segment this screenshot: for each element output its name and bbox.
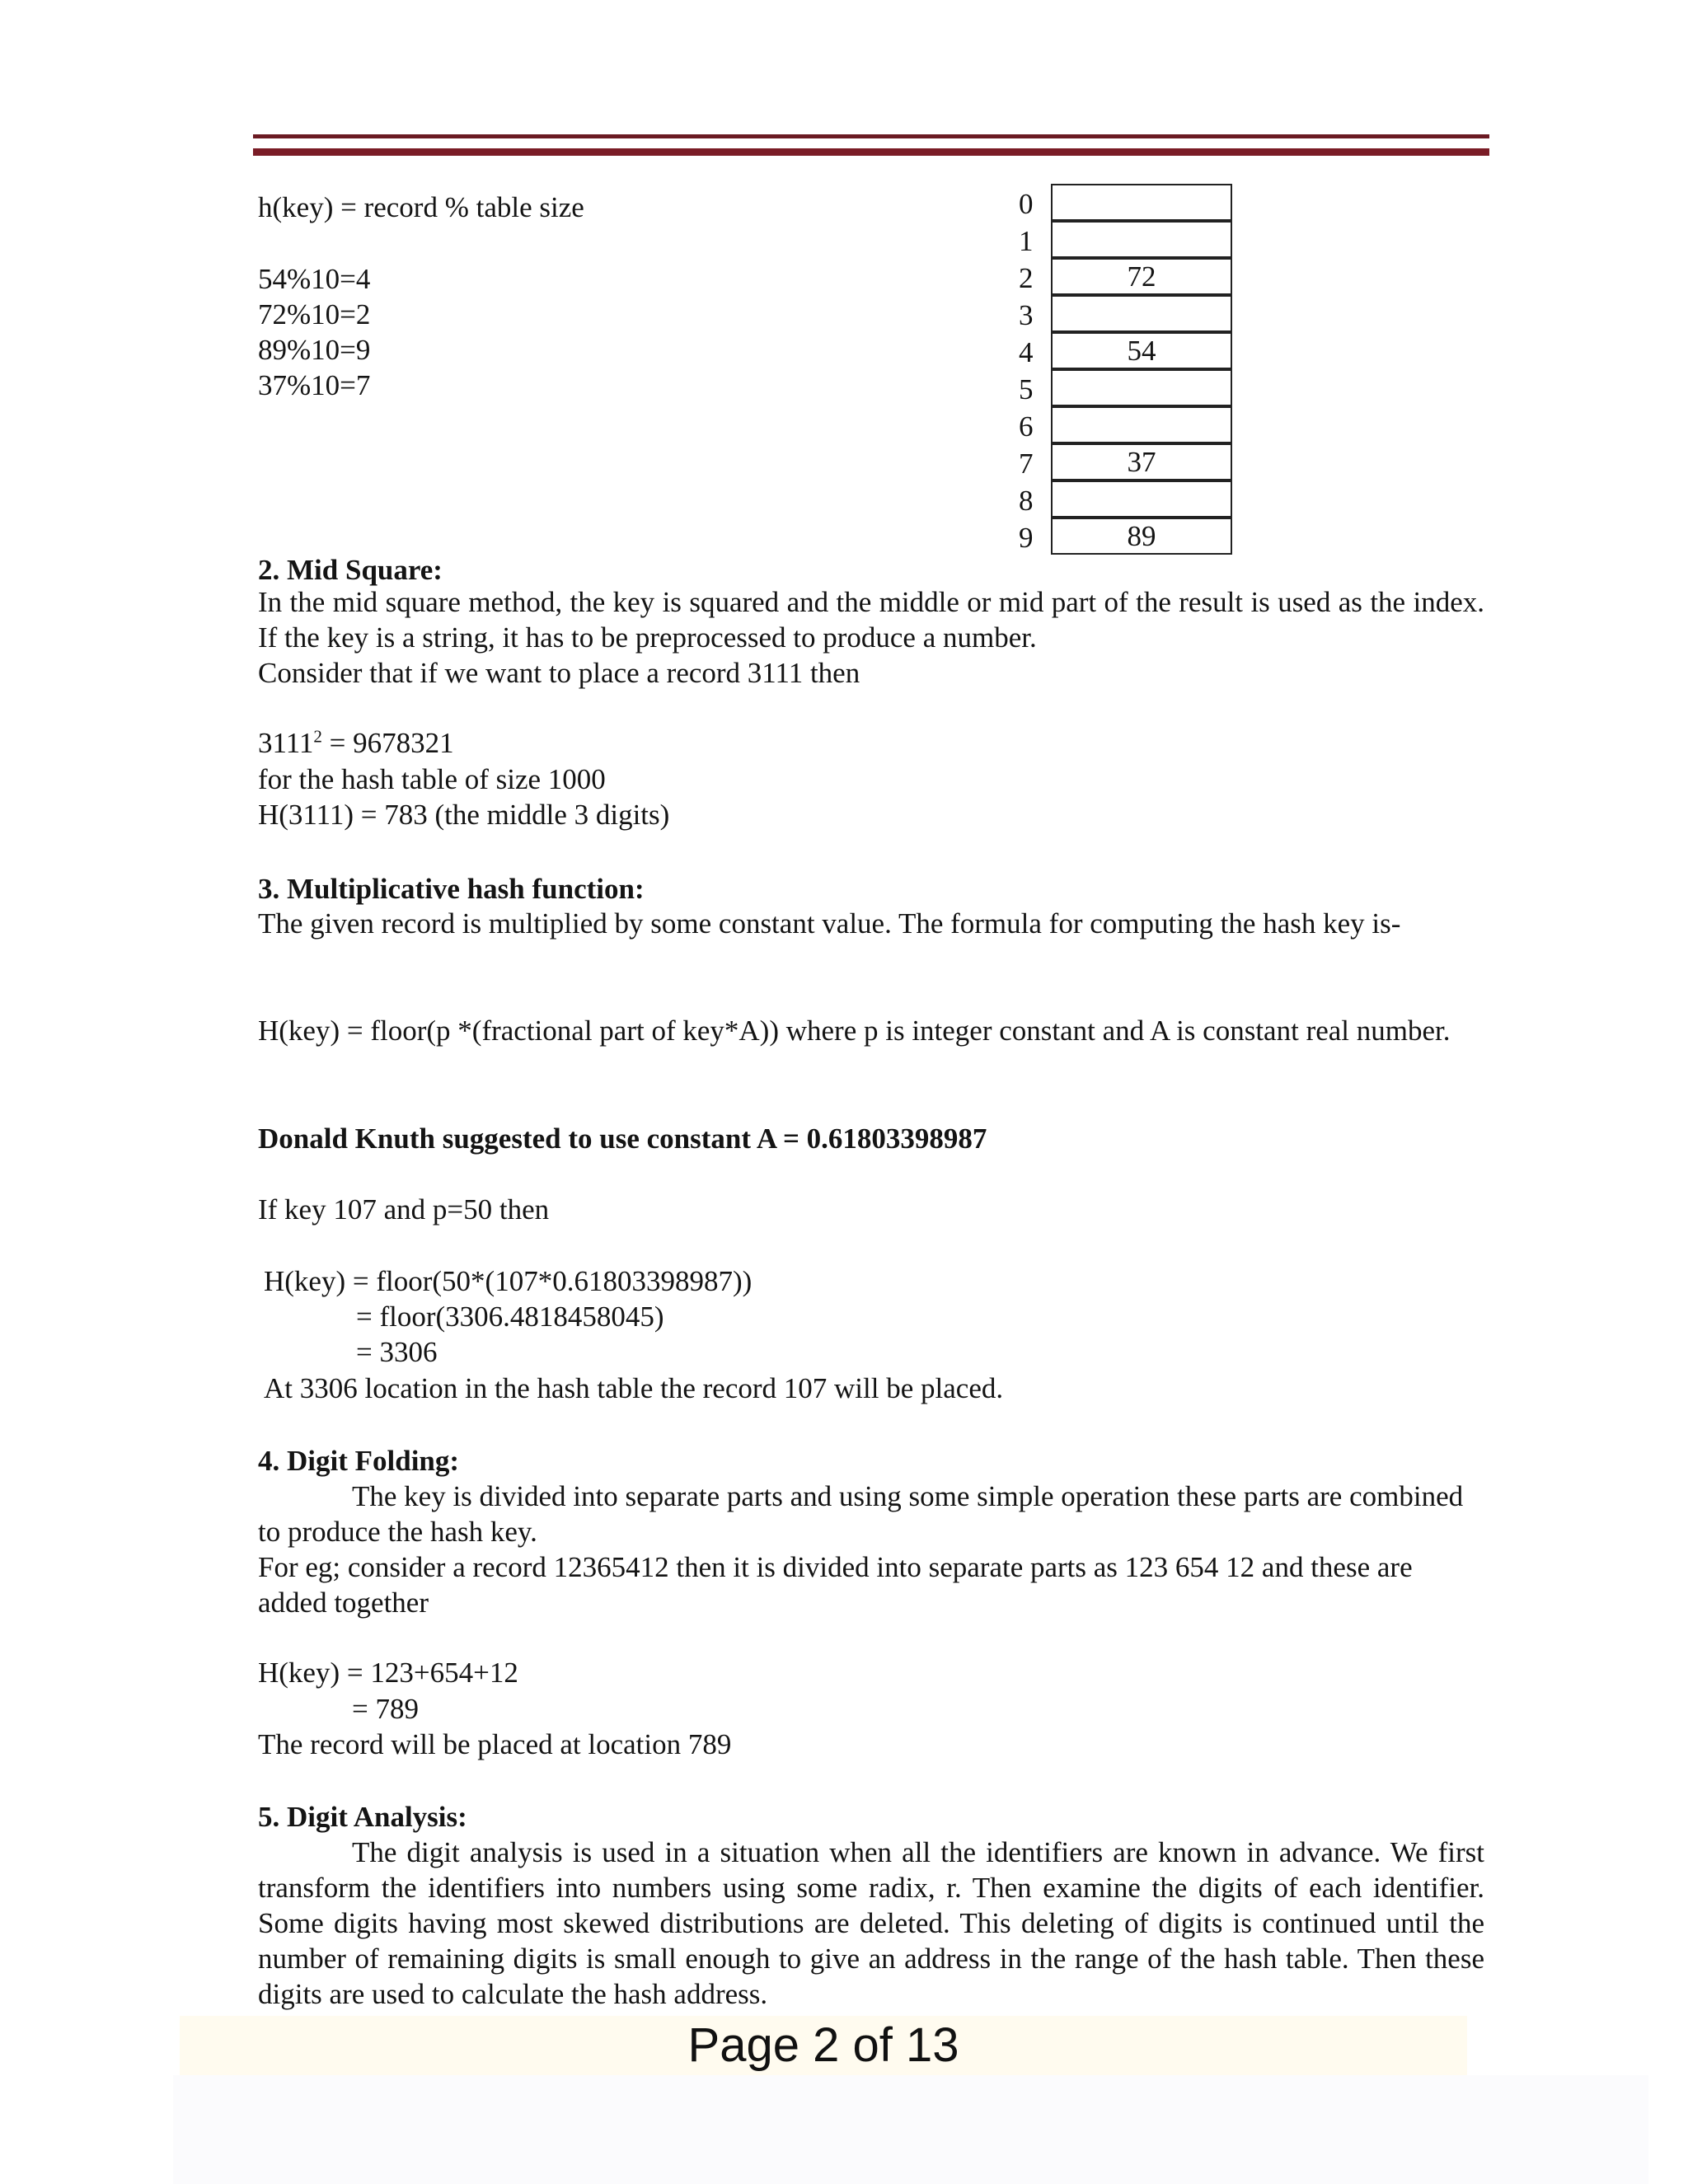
calc-line: 37%10=7 <box>258 369 371 401</box>
table-index: 6 <box>1019 410 1034 443</box>
section-heading-mid-square: 2. Mid Square: <box>258 554 443 586</box>
multiplicative-example: If key 107 and p=50 then <box>258 1193 550 1226</box>
calc-line: = floor(3306.4818458045) <box>356 1301 664 1333</box>
table-index: 8 <box>1019 485 1034 517</box>
eq-base: 3111 <box>258 727 314 759</box>
header-rule-thick <box>253 134 1489 138</box>
multiplicative-conclusion: At 3306 location in the hash table the record 107 will be placed. <box>264 1372 1004 1404</box>
calc-line: H(key) = floor(50*(107*0.61803398987)) <box>264 1265 753 1297</box>
digit-analysis-paragraph: The digit analysis is used in a situation when all the identifiers are known in advance. We first transform the identifiers into numbers using some radix, r. Then examine the digits of each identifier. Some digits having most skewed distributions are deleted. This deleting of digits is continued until the number of remaining digits is small enough to give an address in the range of the hash table. Then these digits are used to calculate the hash address. <box>258 1836 1484 2010</box>
table-index: 5 <box>1019 373 1034 405</box>
mid-square-line: Consider that if we want to place a record 3111 then <box>258 657 860 689</box>
calc-line: 54%10=4 <box>258 263 371 295</box>
eq-exponent: 2 <box>313 726 322 747</box>
table-cell <box>1051 406 1232 443</box>
table-cell <box>1051 369 1232 406</box>
table-index: 2 <box>1019 262 1034 294</box>
mid-square-line: H(3111) = 783 (the middle 3 digits) <box>258 799 670 831</box>
calc-line: = 3306 <box>356 1336 438 1368</box>
table-cell <box>1051 480 1232 518</box>
mid-square-line: for the hash table of size 1000 <box>258 763 606 795</box>
table-index: 0 <box>1019 188 1034 220</box>
table-cell: 54 <box>1051 332 1232 369</box>
table-index: 4 <box>1019 336 1034 368</box>
calc-line: 89%10=9 <box>258 334 371 366</box>
table-cell <box>1051 295 1232 332</box>
table-index: 7 <box>1019 448 1034 480</box>
table-cell: 89 <box>1051 518 1232 555</box>
multiplicative-formula: H(key) = floor(p *(fractional part of key*A)) where p is integer constant and A is constant real number. <box>258 1015 1451 1047</box>
page-number: Page 2 of 13 <box>687 2018 959 2072</box>
table-cell: 72 <box>1051 258 1232 295</box>
calc-line: 72%10=2 <box>258 298 371 330</box>
knuth-constant: Donald Knuth suggested to use constant A = 0.61803398987 <box>258 1122 987 1155</box>
multiplicative-paragraph: The given record is multiplied by some constant value. The formula for computing the hash key is- <box>258 907 1401 940</box>
digit-folding-paragraph: The key is divided into separate parts and using some simple operation these parts are combined to produce the hash key. <box>258 1480 1464 1548</box>
mid-square-paragraph: In the mid square method, the key is squared and the middle or mid part of the result is used as the index. If the key is a string, it has to be preprocessed to produce a number. <box>258 586 1484 654</box>
section-heading-digit-folding: 4. Digit Folding: <box>258 1445 460 1477</box>
digit-folding-conclusion: The record will be placed at location 789 <box>258 1728 732 1760</box>
footer-background <box>173 2075 1648 2184</box>
mid-square-equation <box>258 725 454 761</box>
eq-result: = 9678321 <box>321 727 454 759</box>
section-heading-digit-analysis: 5. Digit Analysis: <box>258 1801 467 1833</box>
calc-line: = 789 <box>352 1693 419 1725</box>
header-rule-thin <box>253 148 1489 156</box>
section-heading-multiplicative: 3. Multiplicative hash function: <box>258 873 645 905</box>
table-cell <box>1051 221 1232 258</box>
table-cell: 37 <box>1051 443 1232 480</box>
calc-line: H(key) = 123+654+12 <box>258 1657 518 1689</box>
digit-folding-example: For eg; consider a record 12365412 then it is divided into separate parts as 123 654 12 and these are added together <box>258 1551 1413 1619</box>
table-cell <box>1051 184 1232 221</box>
table-index: 9 <box>1019 522 1034 554</box>
table-index: 3 <box>1019 299 1034 331</box>
table-index: 1 <box>1019 225 1034 257</box>
hash-formula: h(key) = record % table size <box>258 191 584 223</box>
